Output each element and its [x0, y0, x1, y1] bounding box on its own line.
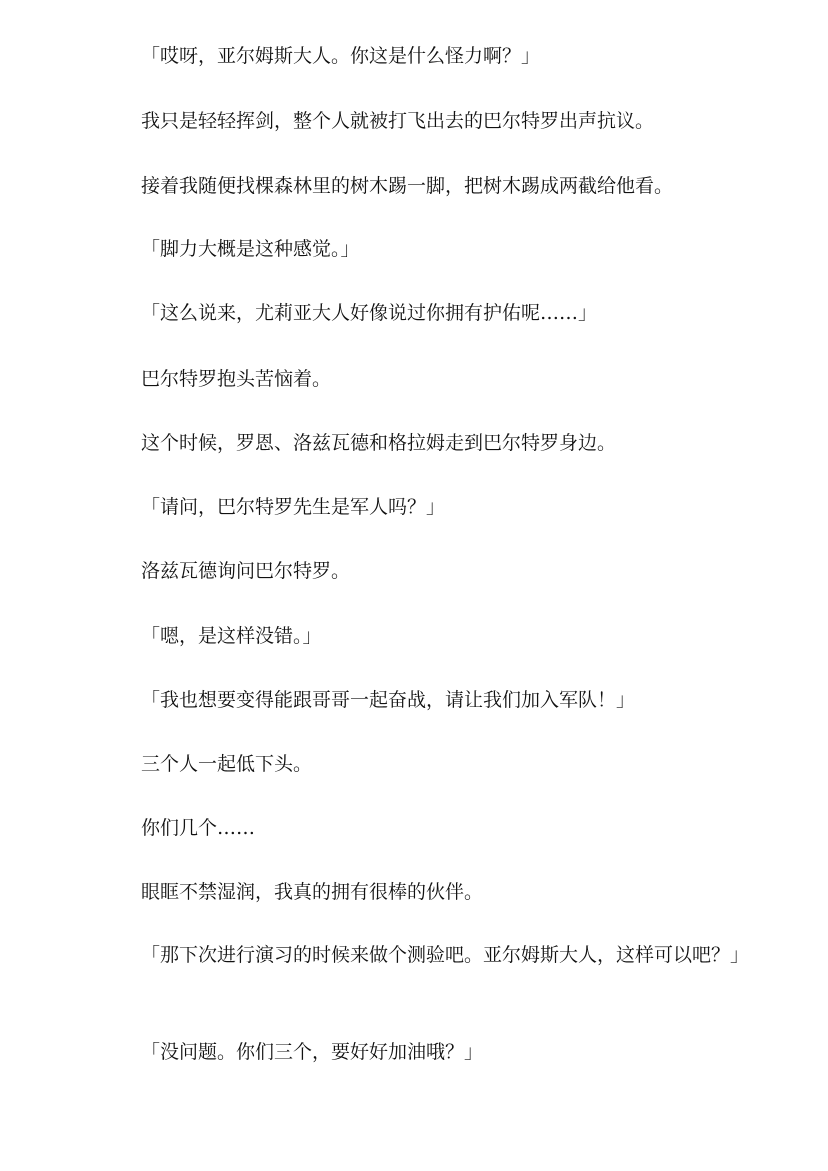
- paragraph-10: 「嗯，是这样没错。」: [141, 625, 322, 647]
- paragraph-8: 「请问，巴尔特罗先生是军人吗？」: [141, 496, 446, 518]
- paragraph-2: 我只是轻轻挥剑，整个人就被打飞出去的巴尔特罗出声抗议。: [141, 110, 655, 132]
- paragraph-12: 三个人一起低下头。: [141, 753, 313, 775]
- paragraph-3: 接着我随便找棵森林里的树木踢一脚，把树木踢成两截给他看。: [141, 175, 674, 197]
- paragraph-5: 「这么说来，尤莉亚大人好像说过你拥有护佑呢……」: [141, 302, 598, 324]
- paragraph-9: 洛兹瓦德询问巴尔特罗。: [141, 560, 351, 582]
- paragraph-13: 你们几个……: [141, 817, 256, 839]
- paragraph-4: 「脚力大概是这种感觉。」: [141, 238, 360, 260]
- paragraph-16: 「没问题。你们三个，要好好加油哦？」: [141, 1041, 484, 1063]
- paragraph-11: 「我也想要变得能跟哥哥一起奋战，请让我们加入军队！」: [141, 689, 636, 711]
- paragraph-14: 眼眶不禁湿润，我真的拥有很棒的伙伴。: [141, 881, 484, 903]
- paragraph-1: 「哎呀，亚尔姆斯大人。你这是什么怪力啊？」: [141, 45, 541, 67]
- paragraph-6: 巴尔特罗抱头苦恼着。: [141, 368, 332, 390]
- paragraph-7: 这个时候，罗恩、洛兹瓦德和格拉姆走到巴尔特罗身边。: [141, 432, 617, 454]
- paragraph-15: 「那下次进行演习的时候来做个测验吧。亚尔姆斯大人，这样可以吧？」: [141, 944, 750, 966]
